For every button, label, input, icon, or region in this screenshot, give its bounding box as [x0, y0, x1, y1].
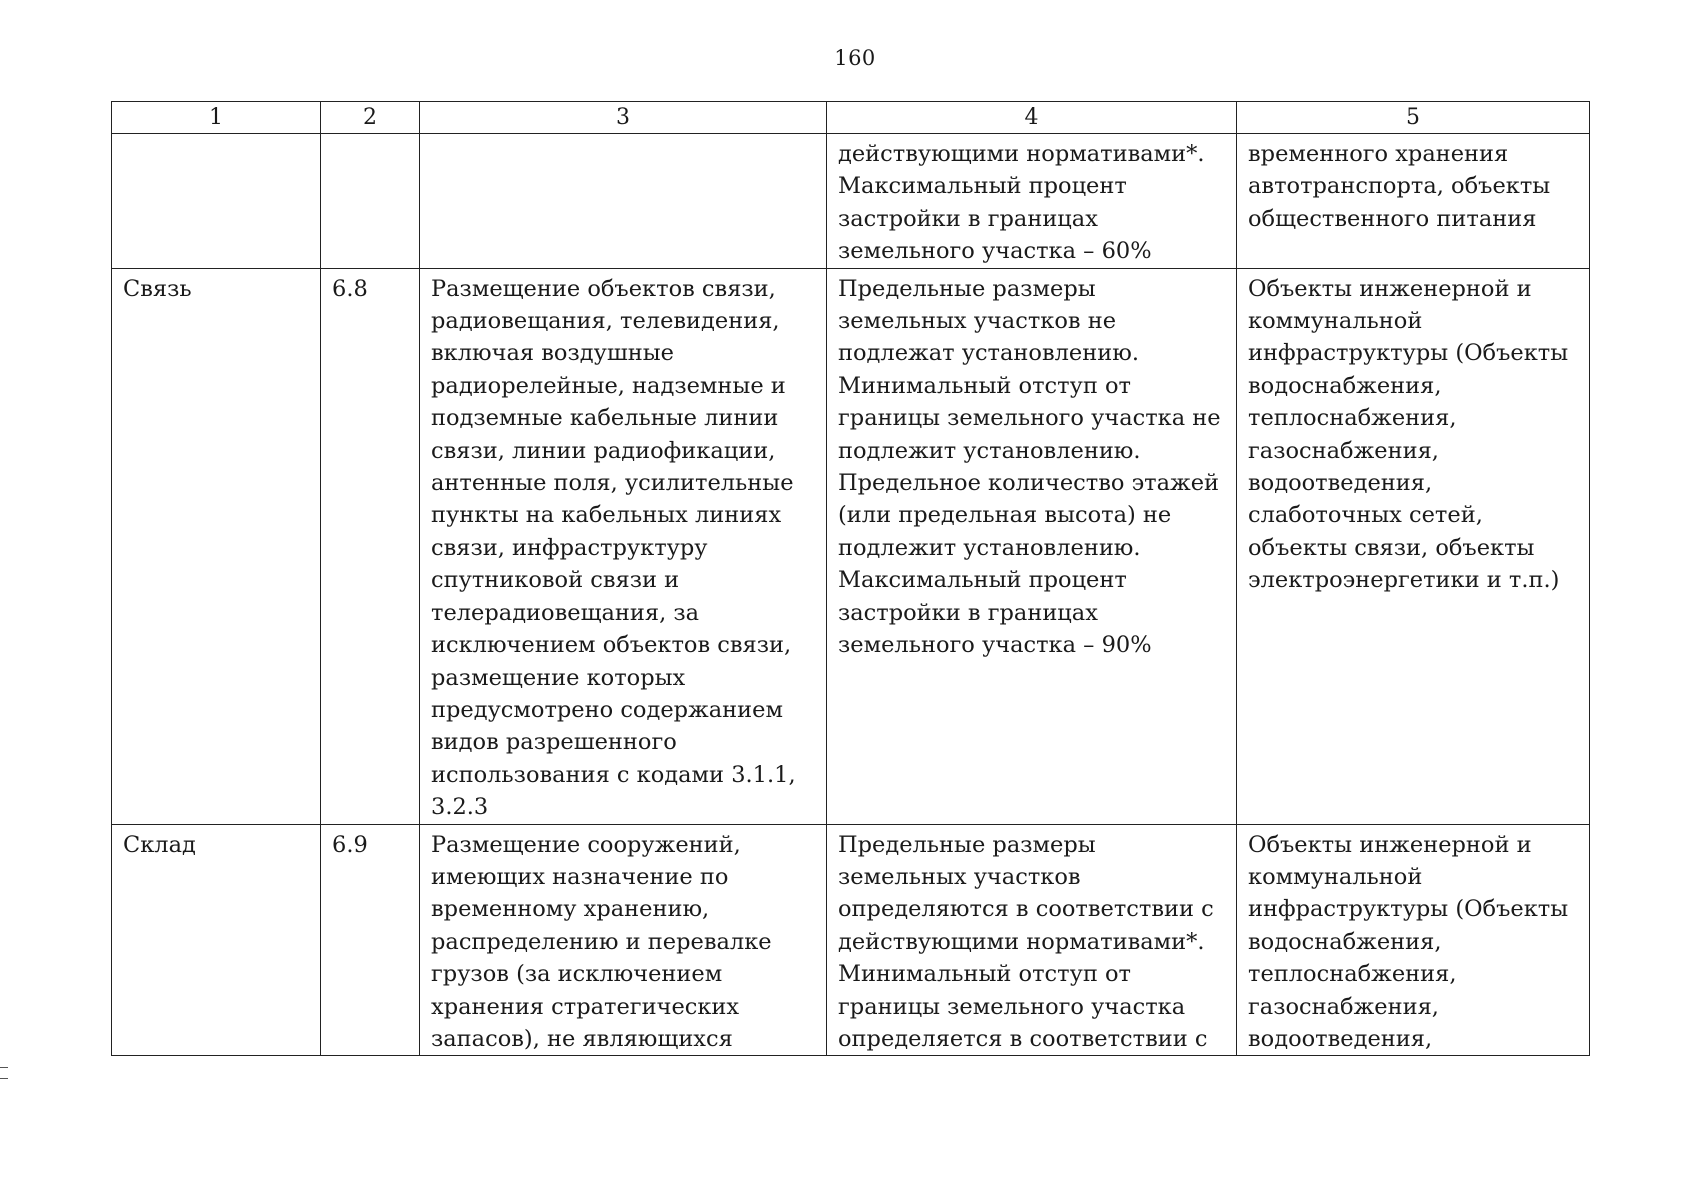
parameters-cell — [827, 268, 1237, 824]
parameters-text: Предельные размеры земельных участков не подлежат установлению. Минимальный отступ от границы земельного участка не подлежит установлению. Предельное количество этажей (или предельная высота) не подлежит установлению. Максимальный процент застройки в границах земельного участка – 90% — [838, 275, 1221, 659]
table-row — [112, 268, 1590, 824]
parameters-text: Предельные размеры земельных участков определяются в соответствии с действующими нормативами*. Минимальный отступ от границы земельного участка определяется в соответствии с — [838, 831, 1214, 1052]
use-type-code: 6.8 — [332, 275, 368, 302]
use-type-name-cell — [112, 268, 321, 824]
table-row — [112, 824, 1590, 1056]
use-type-name-cell — [112, 824, 321, 1056]
use-type-code-cell — [321, 268, 420, 824]
column-header-1: 1 — [112, 102, 321, 134]
parameters-cell — [827, 824, 1237, 1056]
use-type-name-cell — [112, 134, 321, 269]
use-description-cell — [420, 134, 827, 269]
table-row — [112, 134, 1590, 269]
page-number: 160 — [834, 46, 876, 70]
column-header-5: 5 — [1237, 102, 1590, 134]
use-type-code-cell — [321, 824, 420, 1056]
use-description: Размещение сооружений, имеющих назначение по временному хранению, распределению и перевалке грузов (за исключением хранения стратегических запасов), не являющихся — [431, 831, 772, 1052]
land-use-table — [111, 101, 1590, 1056]
auxiliary-uses-text: Объекты инженерной и коммунальной инфраструктуры (Объекты водоснабжения, теплоснабжения, газоснабжения, водоотведения, — [1248, 831, 1569, 1052]
land-use-table-container — [111, 101, 1589, 1056]
column-header-2: 2 — [321, 102, 420, 134]
column-header-3: 3 — [420, 102, 827, 134]
use-type-name: Склад — [123, 831, 196, 858]
use-description-cell — [420, 268, 827, 824]
column-header-4: 4 — [827, 102, 1237, 134]
parameters-text: действующими нормативами*. Максимальный процент застройки в границах земельного участка – 60% — [838, 141, 1205, 265]
use-type-code-cell — [321, 134, 420, 269]
auxiliary-uses-cell — [1237, 268, 1590, 824]
use-type-name: Связь — [123, 275, 192, 302]
scan-margin-mark — [0, 1067, 8, 1079]
use-description: Размещение объектов связи, радиовещания, телевидения, включая воздушные радиорелейные, надземные и подземные кабельные линии связи, линии радиофикации, антенные поля, усилительные пункты на кабельных линиях связи, инфраструктуру спутниковой связи и телерадиовещания, за исключением объектов связи, размещение которых предусмотрено содержанием видов разрешенного использования с кодами 3.1.1, 3.2.3 — [431, 275, 796, 821]
auxiliary-uses-text: временного хранения автотранспорта, объекты общественного питания — [1248, 141, 1551, 232]
use-description-cell — [420, 824, 827, 1056]
parameters-cell — [827, 134, 1237, 269]
auxiliary-uses-cell — [1237, 134, 1590, 269]
table-header-row — [112, 102, 1590, 134]
auxiliary-uses-text: Объекты инженерной и коммунальной инфраструктуры (Объекты водоснабжения, теплоснабжения, газоснабжения, водоотведения, слаботочных сетей, объекты связи, объекты электроэнергетики и т.п.) — [1248, 275, 1569, 594]
use-type-code: 6.9 — [332, 831, 368, 858]
auxiliary-uses-cell — [1237, 824, 1590, 1056]
